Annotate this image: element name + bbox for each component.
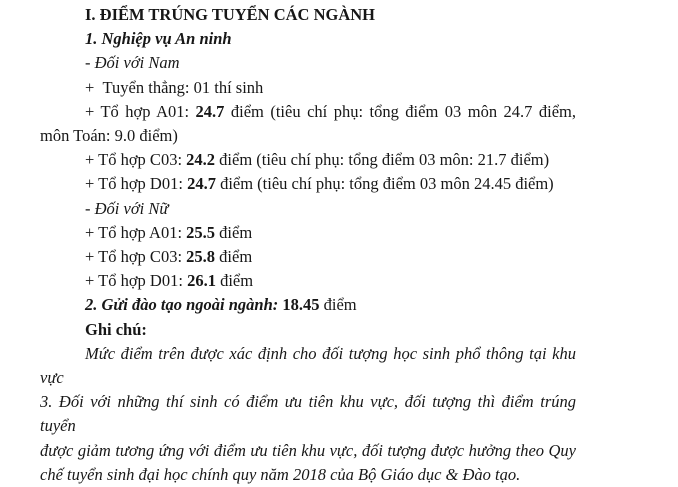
notes-line-3: được giảm tương ứng với điểm ưu tiên khu vực, đối tượng được hưởng theo Quy [40,440,576,460]
notes-heading: Ghi chú: [85,319,147,339]
notes-line-2: 3. Đối với những thí sinh có điểm ưu tiên khu vực, đối tượng thì điểm trúng tuyển [40,392,576,436]
female-combo-c03 [40,245,576,269]
combo-criteria: điểm (tiêu chí phụ: tổng điểm 03 môn 24.7 điểm, [224,101,577,121]
combo-label: + Tổ hợp D01: [85,174,188,194]
notes-line-1: Mức điểm trên được xác định cho đối tượng học sinh phổ thông tại khu vực [40,343,576,388]
major-1-heading: 1. Nghiệp vụ An ninh [85,29,232,49]
major-2-heading: 2. Gửi đào tạo ngoài ngành: [85,295,283,315]
combo-label: + Tổ hợp D01: [85,271,188,291]
male-combo-c03 [40,148,576,172]
major-2-line [40,293,576,317]
section-title: I. ĐIỂM TRÚNG TUYỂN CÁC NGÀNH [85,5,375,24]
score-unit: điểm [215,271,254,291]
score-value: 25.5 [186,222,216,242]
combo-criteria: điểm (tiêu chí phụ: tổng điểm 03 môn 24.45 điểm) [215,174,554,194]
male-combo-a01-line1 [40,100,576,124]
male-group-label: - Đối với Nam [85,53,180,73]
notes-line-4: chế tuyển sinh đại học chính quy năm 2018 của Bộ Giáo dục & Đào tạo. [40,464,521,484]
combo-criteria: điểm (tiêu chí phụ: tổng điểm 03 môn: 21.7 điểm) [215,150,550,170]
combo-label: + Tổ hợp A01: [85,222,187,242]
score-value: 24.7 [187,174,216,194]
male-combo-a01-line2: môn Toán: 9.0 điểm) [40,126,178,146]
score-value: 24.7 [195,101,225,121]
female-group-label: - Đối với Nữ [85,198,169,218]
score-value: 25.8 [186,247,216,267]
combo-label: + Tổ hợp C03: [85,247,187,267]
score-unit: điểm [319,295,357,315]
female-combo-d01 [40,269,576,293]
score-unit: điểm [215,222,253,242]
combo-label: + Tổ hợp A01: [85,101,196,121]
score-value: 26.1 [187,271,216,291]
combo-label: + Tổ hợp C03: [85,150,187,170]
score-value: 18.45 [282,295,320,315]
female-combo-a01 [40,221,576,245]
male-direct-admission: + Tuyển thẳng: 01 thí sinh [85,77,264,97]
male-combo-d01 [40,172,576,196]
score-value: 24.2 [186,150,216,170]
score-unit: điểm [215,247,253,267]
